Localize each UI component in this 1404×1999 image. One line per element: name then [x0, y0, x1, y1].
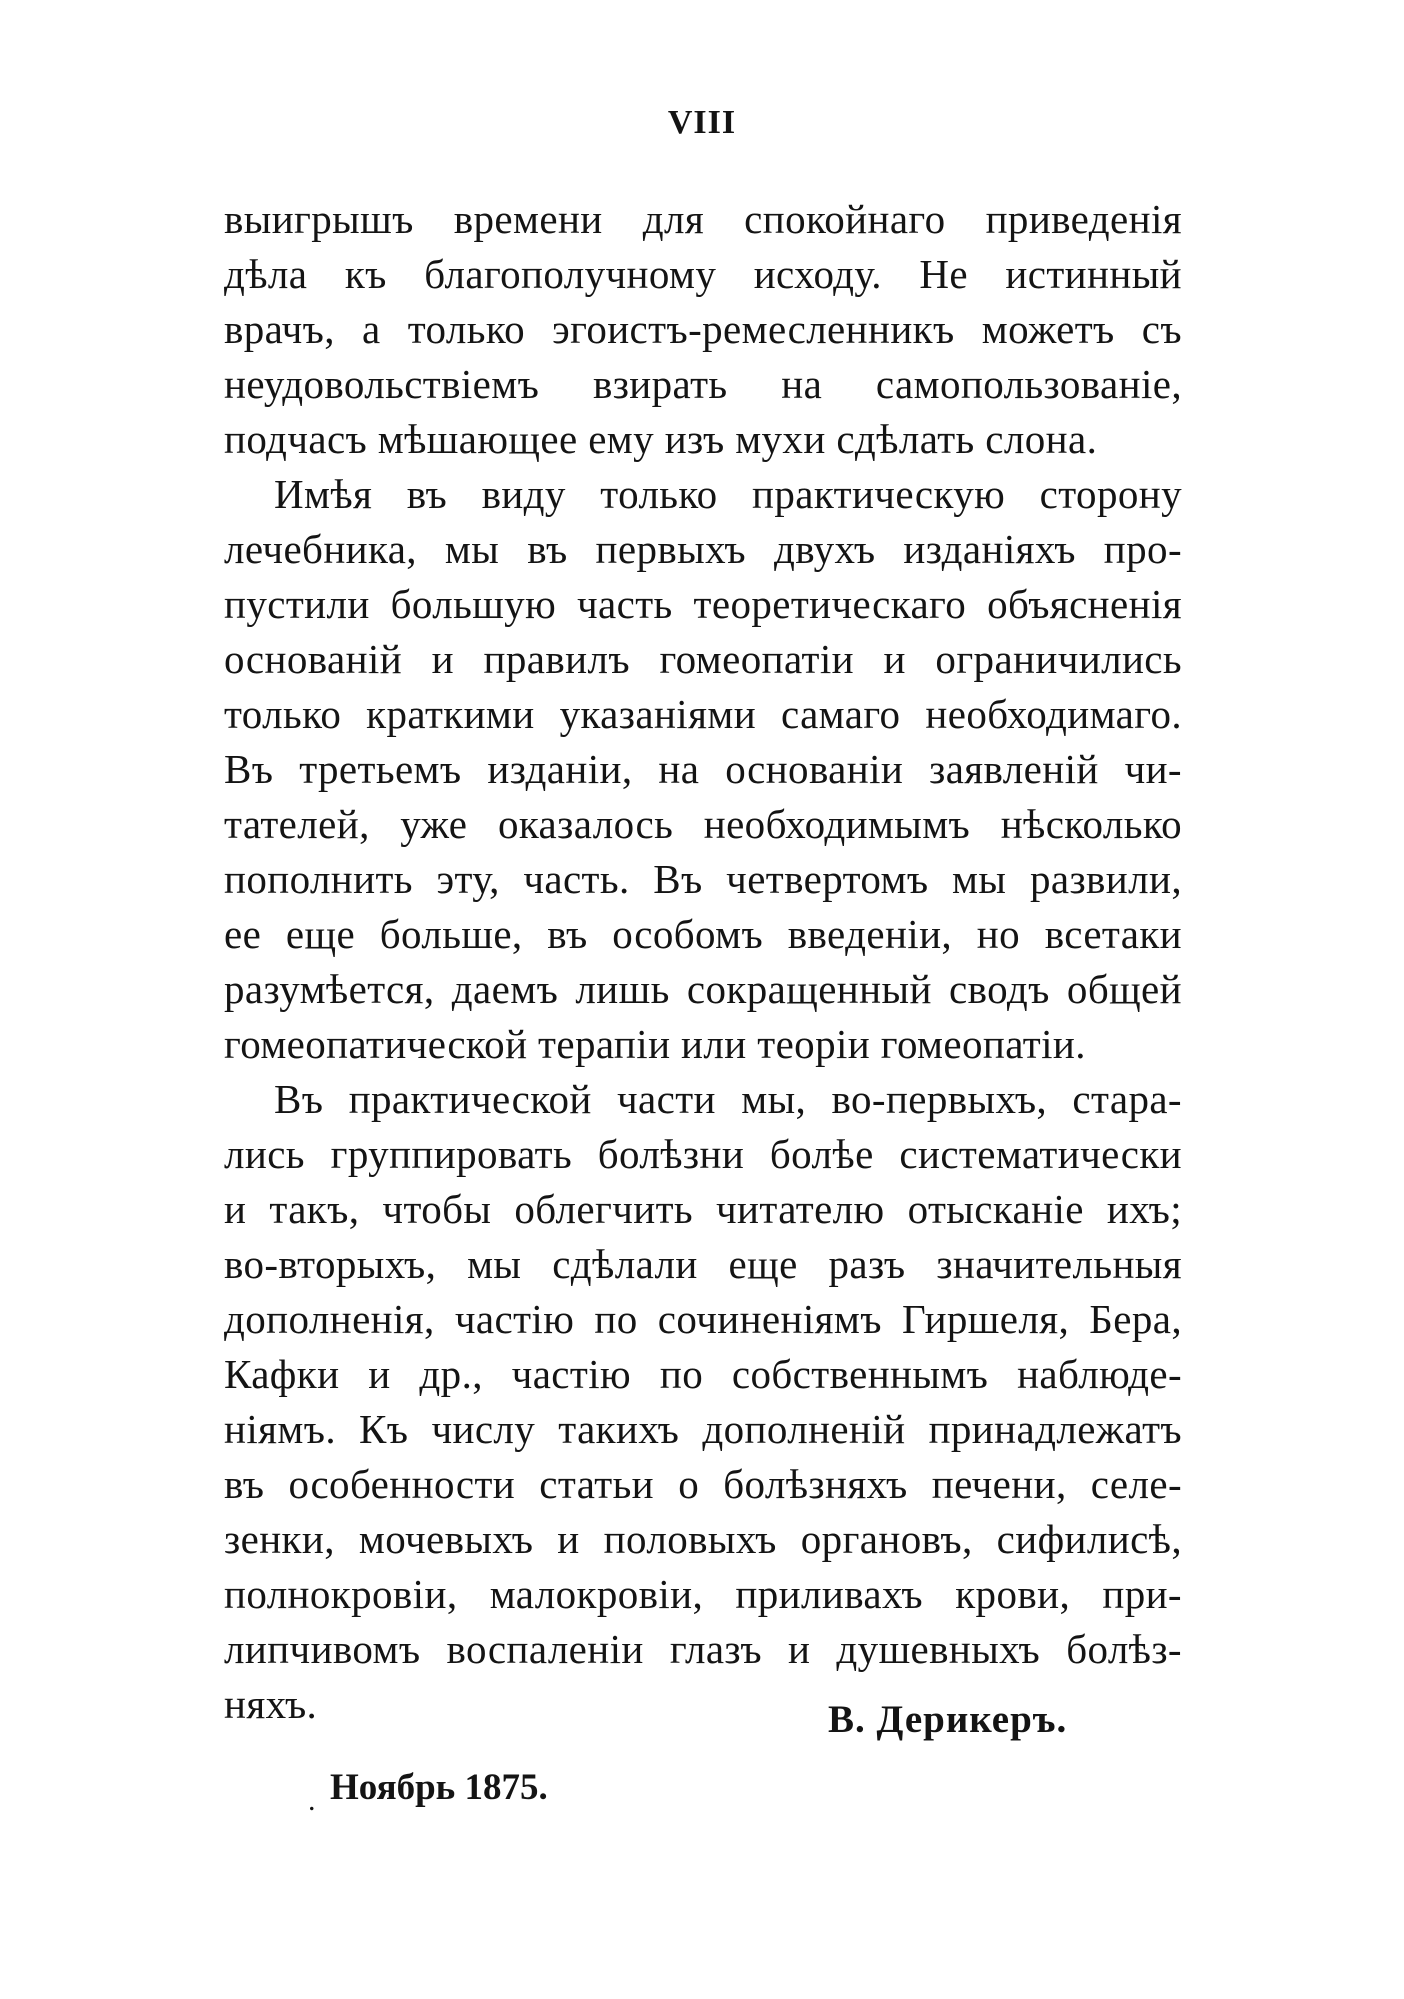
paragraph-start-line: Имѣя въ виду только практическую сторону — [274, 471, 1182, 517]
author-signature: В. Дерикеръ. — [828, 1698, 1068, 1741]
text-line: дополненія, частію по сочиненіямъ Гиршеля, Бера, — [224, 1296, 1182, 1342]
paragraph-start-line: Въ практической части мы, во-первыхъ, стара- — [274, 1076, 1182, 1122]
text-line: въ особенности статьи о болѣзняхъ печени, селе- — [224, 1461, 1182, 1507]
text-line: выигрышъ времени для спокойнаго приведенія — [224, 196, 1182, 242]
text-line: и такъ, чтобы облегчить читателю отысканіе ихъ; — [224, 1186, 1182, 1232]
text-line: липчивомъ воспаленіи глазъ и душевныхъ болѣз- — [224, 1626, 1182, 1672]
text-line: Кафки и др., частію по собственнымъ наблюде- — [224, 1351, 1182, 1397]
text-line: только краткими указаніями самаго необходимаго. — [224, 691, 1182, 737]
text-line: пополнить эту, часть. Въ четвертомъ мы развили, — [224, 856, 1182, 902]
text-line: разумѣется, даемъ лишь сокращенный сводъ общей — [224, 966, 1182, 1012]
date-line: Ноябрь 1875. — [330, 1767, 548, 1808]
text-line: няхъ. — [224, 1681, 318, 1727]
body-text — [224, 192, 1182, 1732]
page-number: VIII — [667, 104, 737, 141]
text-line: неудовольствіемъ взирать на самопользованіе, — [224, 361, 1182, 407]
text-line: врачъ, а только эгоистъ-ремесленникъ можетъ съ — [224, 306, 1182, 352]
text-line: тателей, уже оказалось необходимымъ нѣсколько — [224, 801, 1182, 847]
text-line: Въ третьемъ изданіи, на основаніи заявленій чи- — [224, 746, 1182, 792]
text-line: во-вторыхъ, мы сдѣлали еще разъ значительныя — [224, 1241, 1182, 1287]
text-line: пустили большую часть теоретическаго объясненія — [224, 581, 1182, 627]
text-line: лечебника, мы въ первыхъ двухъ изданіяхъ про- — [224, 526, 1182, 572]
text-line: ее еще больше, въ особомъ введеніи, но всетаки — [224, 911, 1182, 957]
text-line: зенки, мочевыхъ и половыхъ органовъ, сифилисѣ, — [224, 1516, 1182, 1562]
text-line: ніямъ. Къ числу такихъ дополненій принадлежатъ — [224, 1406, 1182, 1452]
text-line: полнокровіи, малокровіи, приливахъ крови, при- — [224, 1571, 1182, 1617]
text-line: основаній и правилъ гомеопатіи и ограничились — [224, 636, 1182, 682]
text-line: дѣла къ благополучному исходу. Не истинный — [224, 251, 1182, 297]
text-line: гомеопатической терапіи или теоріи гомеопатіи. — [224, 1021, 1086, 1067]
print-speck: . — [308, 1784, 316, 1817]
text-line: подчасъ мѣшающее ему изъ мухи сдѣлать слона. — [224, 416, 1098, 462]
text-line: лись группировать болѣзни болѣе систематически — [224, 1131, 1182, 1177]
